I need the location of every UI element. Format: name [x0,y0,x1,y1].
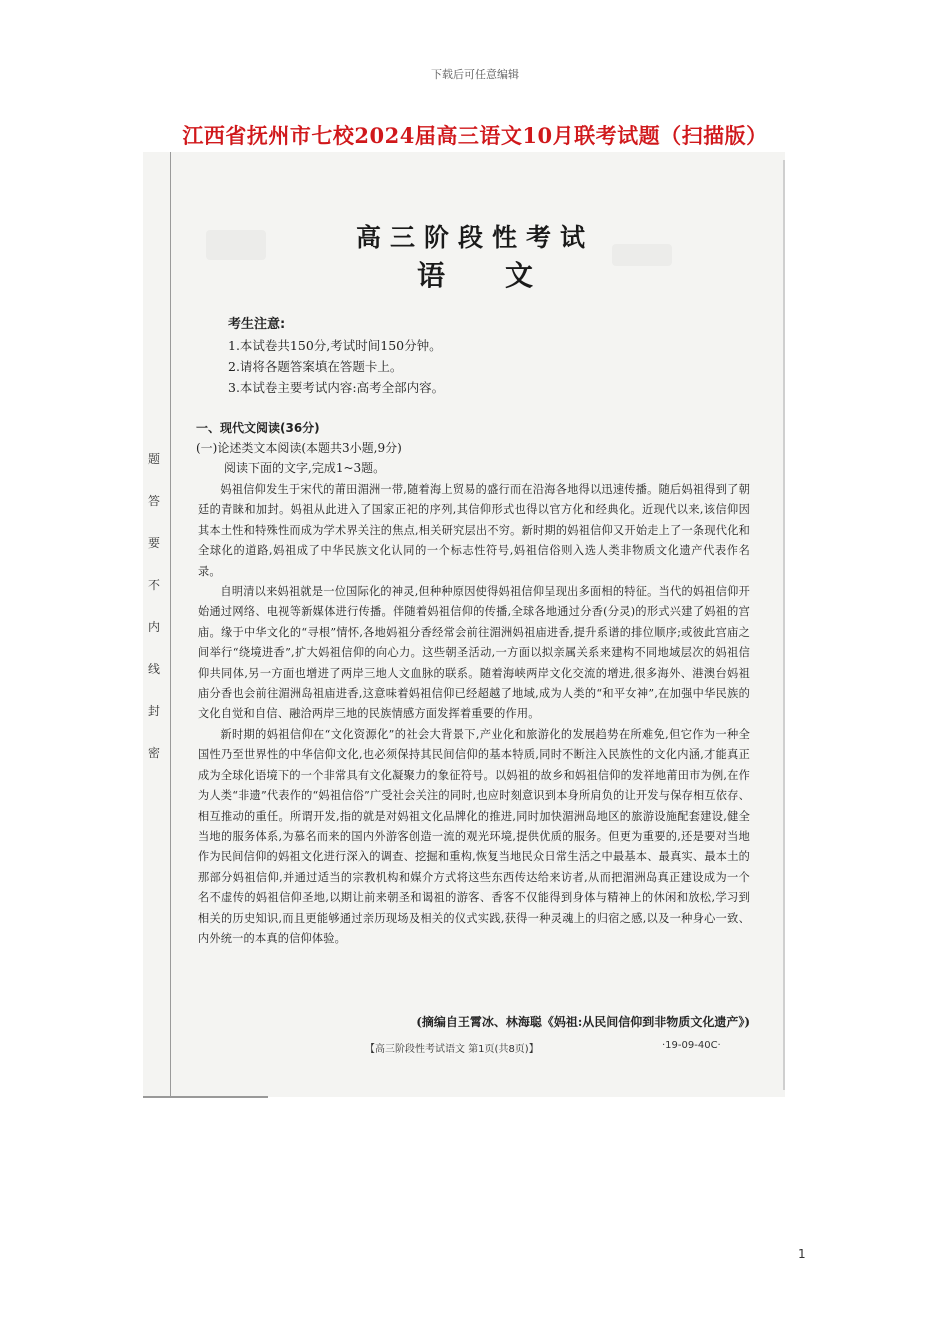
binding-char: 密 [147,746,160,760]
document-title: 江西省抚州市七校2024届高三语文10月联考试题（扫描版） [182,123,768,148]
section-subheading: (一)论述类文本阅读(本题共3小题,9分) [196,441,402,455]
header-note: 下载后可任意编辑 [431,68,519,81]
section-instruction: 阅读下面的文字,完成1~3题。 [224,461,386,475]
binding-char: 不 [147,578,160,592]
notice-item: 2.请将各题答案填在答题卡上。 [228,359,403,374]
binding-char: 答 [147,494,160,508]
binding-char: 封 [147,704,160,718]
page-footer-code: ·19-09-40C· [662,1040,721,1051]
notice-item: 1.本试卷共150分,考试时间150分钟。 [228,338,442,353]
paragraph: 妈祖信仰发生于宋代的莆田湄洲一带,随着海上贸易的盛行而在沿海各地得以迅速传播。随后妈祖得到了朝廷的青睐和加封。妈祖从此进入了国家正祀的序列,其信仰形式也得以官方化和经典化。近现代以来,该信仰因其本土性和特殊性而成为学术界关注的焦点,相关研究层出不穷。新时期的妈祖信仰又开始走上了一条现代化和全球化的道路,妈祖成了中华民族文化认同的一个标志性符号,妈祖信俗则入选人类非物质文化遗产代表作名录。 [198,483,750,578]
paragraph: 新时期的妈祖信仰在“文化资源化”的社会大背景下,产业化和旅游化的发展趋势在所难免,但它作为一种全国性乃至世界性的中华信仰文化,也必须保持其民间信仰的基本特质,同时不断注入民族性的文化内涵,才能真正成为全球化语境下的一个非常具有文化凝聚力的象征符号。以妈祖的故乡和妈祖信仰的发祥地莆田市为例,在作为人类“非遗”代表作的“妈祖信俗”广受社会关注的同时,也应时刻意识到本身所肩负的让开发与保存相互依存、相互推动的重任。所谓开发,指的就是对妈祖文化品牌化的推进,同时加快湄洲岛地区的旅游设施配套建设,健全当地的服务体系,为慕名而来的国内外游客创造一流的观光环境,提供优质的服务。但更为重要的,还是要对当地作为民间信仰的妈祖文化进行深入的调查、挖掘和重构,恢复当地民众日常生活之中最基本、最真实、最本土的那部分妈祖信仰,并通过适当的宗教机构和媒介方式将这些东西传达给来访者,从而把湄洲岛真正建设成为一个名不虚传的妈祖信仰圣地,以期让前来朝圣和谒祖的游客、香客不仅能得到身体与精神上的休闲和放松,学习到相关的历史知识,而且更能够通过亲历现场及相关的仪式实践,获得一种灵魂上的归宿之感,以及一种身心一致、内外统一的本真的信仰体验。 [198,727,750,945]
page-footer-info: 【高三阶段性考试语文 第1页(共8页)】 [365,1044,539,1055]
binding-char: 线 [147,662,160,676]
exam-subject: 语文 [416,259,593,292]
binding-margin-text [143,450,165,786]
exam-title: 高三阶段性考试 [355,223,594,252]
notice-item: 3.本试卷主要考试内容:高考全部内容。 [228,380,445,395]
candidate-notice [228,314,728,398]
binding-char: 题 [147,452,160,466]
section-heading: 一、现代文阅读(36分) [196,421,320,435]
paragraph: 自明清以来妈祖就是一位国际化的神灵,但种种原因使得妈祖信仰呈现出多面相的特征。当代的妈祖信仰开始通过网络、电视等新媒体进行传播。伴随着妈祖信仰的传播,全球各地通过分香(分灵)的形式兴建了妈祖的宫庙。缘于中华文化的“寻根”情怀,各地妈祖分香经常会前往湄洲妈祖庙进香,提升系谱的排位顺序;或彼此宫庙之间举行“绕境进香”,扩大妈祖信仰的向心力。这些朝圣活动,一方面以拟亲属关系来建构不同地域层次的妈祖信仰共同体,另一方面也增进了两岸三地人文血脉的联系。随着海峡两岸文化交流的增进,很多海外、港澳台妈祖庙分香也会前往湄洲岛祖庙进香,这意味着妈祖信仰已经超越了地域,成为人类的“和平女神”,在加强中华民族的文化自觉和自信、融洽两岸三地的民族情感方面发挥着重要的作用。 [198,585,750,721]
passage-source: (摘编自王霄冰、林海聪《妈祖:从民间信仰到非物质文化遗产》) [416,1015,750,1029]
binding-char: 要 [147,536,160,550]
scan-edge [143,1096,268,1098]
section-header [196,418,756,478]
scan-edge [783,160,785,1090]
reading-passage [198,480,750,949]
binding-char: 内 [147,620,160,634]
page-number: 1 [798,1247,806,1261]
notice-heading: 考生注意: [228,317,286,332]
